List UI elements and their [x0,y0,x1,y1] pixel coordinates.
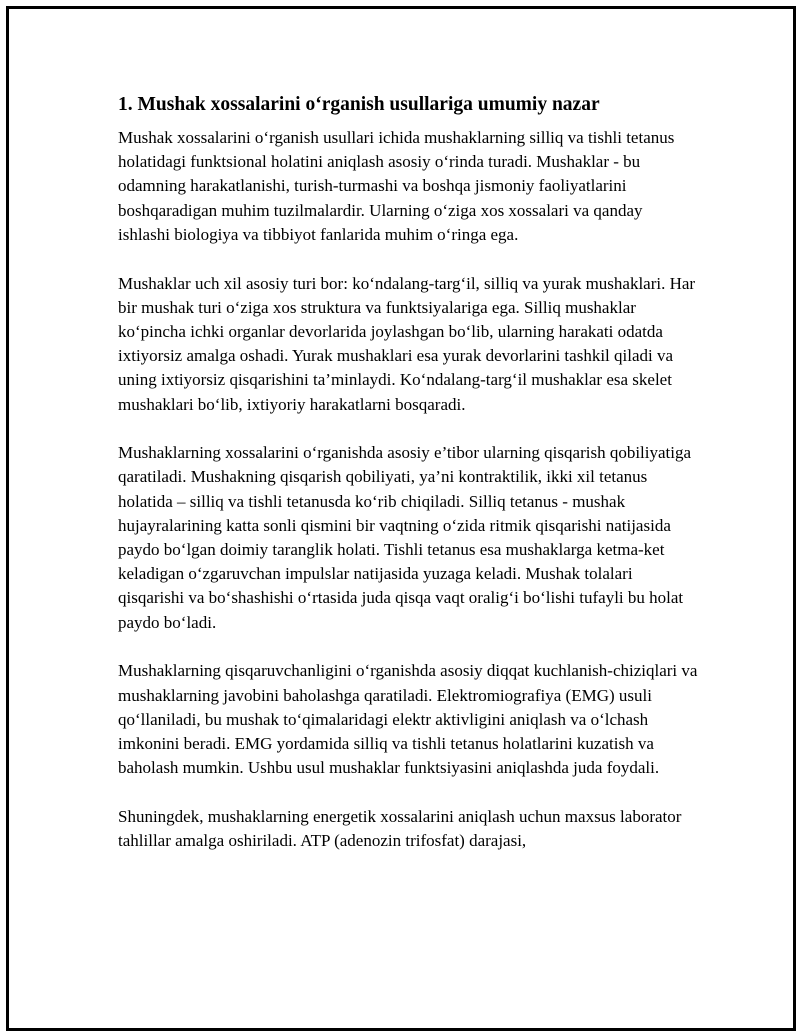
section-heading: 1. Mushak xossalarini o‘rganish usullariga umumiy nazar [118,94,600,115]
paragraph: Mushaklarning xossalarini o‘rganishda asosiy e’tibor ularning qisqarish qobiliyatiga qaratiladi. Mushakning qisqarish qobiliyati, ya’ni kontraktilik, ikki xil tetanus holatida – silliq va tishli tetanusda ko‘rib chiqiladi. Silliq tetanus - mushak hujayralarining katta sonli qismini bir vaqtning o‘zida ritmik qisqarishi natijasida paydo bo‘lgan doimiy taranglik holati. Tishli tetanus esa mushaklarga ketma-ket keladigan o‘zgaruvchan impulslar natijasida yuzaga keladi. Mushak tolalari qisqarishi va bo‘shashishi o‘rtasida juda qisqa vaqt oralig‘i bo‘lishi tufayli bu holat paydo bo‘ladi. [118,443,692,632]
document-body [118,92,698,853]
paragraph: Mushak xossalarini o‘rganish usullari ichida mushaklarning silliq va tishli tetanus holatidagi funktsional holatini aniqlash asosiy o‘rinda turadi. Mushaklar - bu odamning harakatlanishi, turish-turmashi va boshqa jismoniy faoliyatlarini boshqaradigan muhim tuzilmalardir. Ularning o‘ziga xos xossalari va qanday ishlashi biologiya va tibbiyot fanlarida muhim o‘ringa ega. [118,128,675,244]
paragraph: Shuningdek, mushaklarning energetik xossalarini aniqlash uchun maxsus laborator tahlillar amalga oshiriladi. ATP (adenozin trifosfat) darajasi, [118,806,682,851]
paragraph: Mushaklarning qisqaruvchanligini o‘rganishda asosiy diqqat kuchlanish-chiziqlari va mushaklarning javobini baholashga qaratiladi. Elektromiografiya (EMG) usuli qo‘llaniladi, bu mushak to‘qimalaridagi elektr aktivligini aniqlash va o‘lchash imkonini beradi. EMG yordamida silliq va tishli tetanus holatlarini kuzatish va baholash mumkin. Ushbu usul mushaklar funktsiyasini aniqlashda juda foydali. [118,661,698,778]
paragraph: Mushaklar uch xil asosiy turi bor: ko‘ndalang-targ‘il, silliq va yurak mushaklari. Har bir mushak turi o‘ziga xos struktura va funktsiyalariga ega. Silliq mushaklar ko‘pincha ichki organlar devorlarida joylashgan bo‘lib, ularning harakati odatda ixtiyorsiz amalga oshadi. Yurak mushaklari esa yurak devorlarini tashkil qiladi va uning ixtiyorsiz qisqarishini ta’minlaydi. Ko‘ndalang-targ‘il mushaklar esa skelet mushaklari bo‘lib, ixtiyoriy harakatlarni bosqaradi. [118,273,696,414]
